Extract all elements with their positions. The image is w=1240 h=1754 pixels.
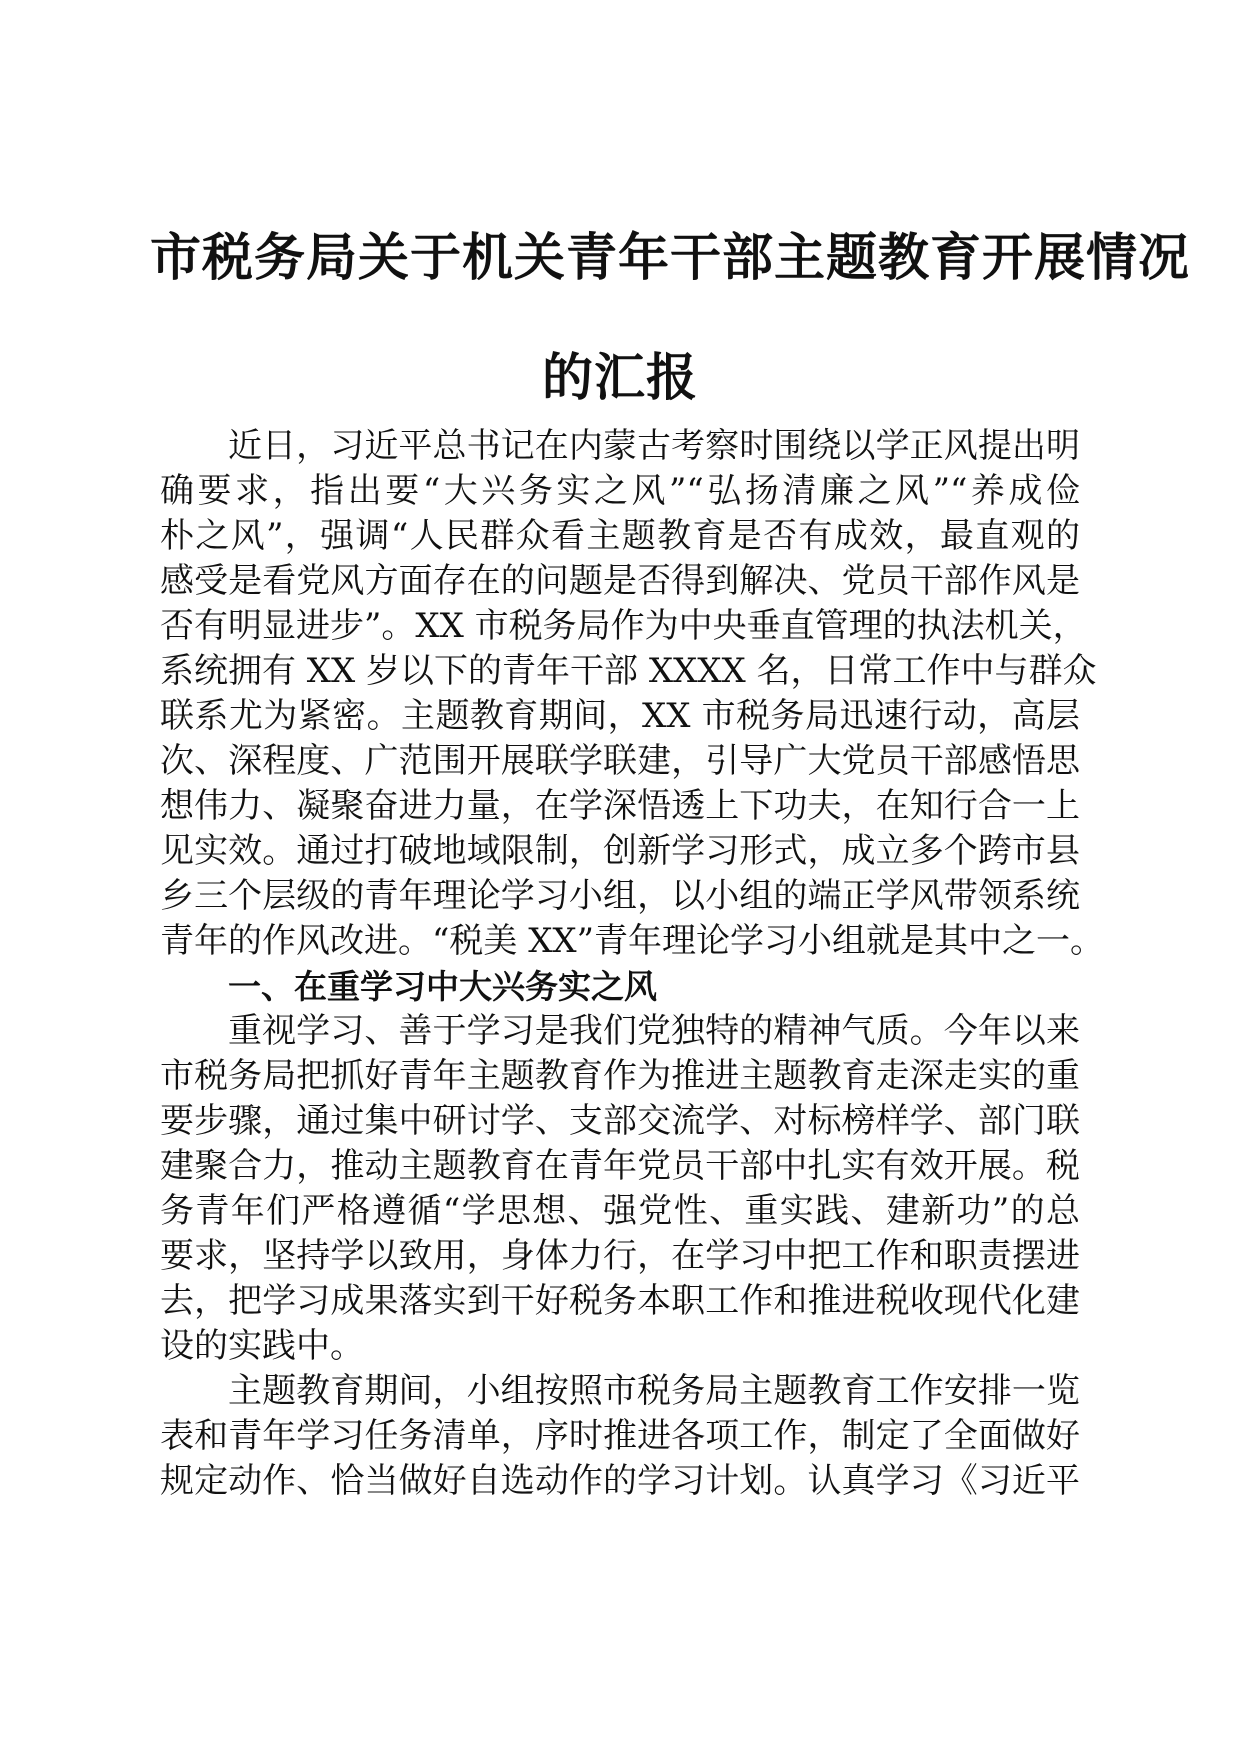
paragraph-2-line: 建聚合力，推动主题教育在青年党员干部中扎实有效开展。税 xyxy=(160,1146,1080,1186)
paragraph-2-line: 要步骤，通过集中研讨学、支部交流学、对标榜样学、部门联 xyxy=(160,1101,1080,1141)
paragraph-1-line: 想伟力、凝聚奋进力量，在学深悟透上下功夫，在知行合一上 xyxy=(160,786,1080,826)
paragraph-2-line: 市税务局把抓好青年主题教育作为推进主题教育走深走实的重 xyxy=(160,1056,1080,1096)
paragraph-2-line: 设的实践中。 xyxy=(160,1326,364,1366)
paragraph-1-line: 系统拥有 XX 岁以下的青年干部 XXXX 名，日常工作中与群众 xyxy=(160,651,1097,691)
paragraph-2-line: 务青年们严格遵循“学思想、强党性、重实践、建新功”的总 xyxy=(160,1191,1080,1231)
document-body xyxy=(160,424,1104,1504)
paragraph-2-line: 去，把学习成果落实到干好税务本职工作和推进税收现代化建 xyxy=(160,1281,1080,1321)
paragraph-1-line: 近日，习近平总书记在内蒙古考察时围绕以学正风提出明 xyxy=(228,426,1080,466)
paragraph-3-line: 主题教育期间，小组按照市税务局主题教育工作安排一览 xyxy=(228,1371,1080,1411)
paragraph-1-line: 青年的作风改进。“税美 XX”青年理论学习小组就是其中之一。 xyxy=(160,921,1104,961)
paragraph-3-line: 表和青年学习任务清单，序时推进各项工作，制定了全面做好 xyxy=(160,1416,1080,1456)
paragraph-1-line: 乡三个层级的青年理论学习小组，以小组的端正学风带领系统 xyxy=(160,876,1080,916)
paragraph-1-line: 朴之风”，强调“人民群众看主题教育是否有成效，最直观的 xyxy=(160,516,1080,556)
paragraph-1-line: 联系尤为紧密。主题教育期间，XX 市税务局迅速行动，高层 xyxy=(160,696,1080,736)
paragraph-1-line: 感受是看党风方面存在的问题是否得到解决、党员干部作风是 xyxy=(160,561,1080,601)
paragraph-1-line: 确要求，指出要“大兴务实之风”“弘扬清廉之风”“养成俭 xyxy=(160,471,1080,511)
paragraph-1-line: 见实效。通过打破地域限制，创新学习形式，成立多个跨市县 xyxy=(160,831,1080,871)
document-title-line-2: 的汇报 xyxy=(541,348,698,408)
paragraph-2-line: 重视学习、善于学习是我们党独特的精神气质。今年以来 xyxy=(228,1011,1080,1051)
paragraph-1-line: 次、深程度、广范围开展联学联建，引导广大党员干部感悟思 xyxy=(160,741,1080,781)
document-title-line-1: 市税务局关于机关青年干部主题教育开展情况 xyxy=(150,228,1191,288)
paragraph-3-line: 规定动作、恰当做好自选动作的学习计划。认真学习《习近平 xyxy=(160,1461,1080,1501)
paragraph-2-line: 要求，坚持学以致用，身体力行，在学习中把工作和职责摆进 xyxy=(160,1236,1080,1276)
section-1-heading: 一、在重学习中大兴务实之风 xyxy=(228,967,657,1006)
paragraph-1-line: 否有明显进步”。XX 市税务局作为中央垂直管理的执法机关， xyxy=(160,606,1087,646)
